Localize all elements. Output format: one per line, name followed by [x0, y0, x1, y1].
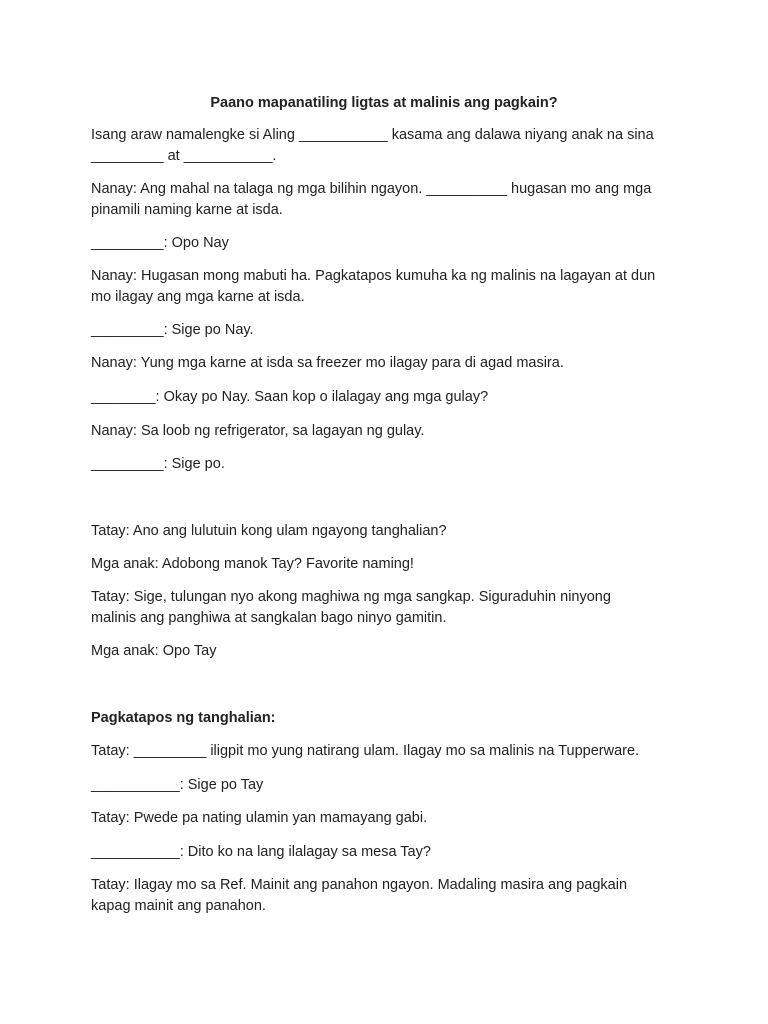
dialogue-line: _________: Sige po Nay. — [91, 322, 254, 338]
dialogue-line: Tatay: Sige, tulungan nyo akong maghiwa ng mga sangkap. Siguraduhin ninyong malinis ang panghiwa at sangkalan bago ninyo gamitin. — [91, 589, 611, 626]
dialogue-line: Mga anak: Adobong manok Tay? Favorite naming! — [91, 556, 414, 572]
document-title: Paano mapanatiling ligtas at malinis ang pagkain? — [210, 95, 558, 111]
dialogue-line: Nanay: Sa loob ng refrigerator, sa lagayan ng gulay. — [91, 423, 425, 439]
dialogue-line: Nanay: Hugasan mong mabuti ha. Pagkatapos kumuha ka ng malinis na lagayan at dun mo ilagay ang mga karne at isda. — [91, 268, 656, 305]
dialogue-line: _________: Opo Nay — [91, 235, 229, 251]
dialogue-line: ________: Okay po Nay. Saan kop o ilalagay ang mga gulay? — [91, 389, 489, 405]
dialogue-line: ___________: Dito ko na lang ilalagay sa mesa Tay? — [91, 844, 431, 860]
dialogue-line: Mga anak: Opo Tay — [91, 643, 217, 659]
dialogue-line: _________: Sige po. — [91, 456, 225, 472]
dialogue-line: Nanay: Yung mga karne at isda sa freezer mo ilagay para di agad masira. — [91, 355, 564, 371]
dialogue-line: ___________: Sige po Tay — [91, 777, 264, 793]
paragraph-intro: Isang araw namalengke si Aling ___________ kasama ang dalawa niyang anak na sina _________ at ___________. — [91, 127, 654, 164]
section-heading: Pagkatapos ng tanghalian: — [91, 710, 276, 726]
dialogue-line: Nanay: Ang mahal na talaga ng mga bilihin ngayon. __________ hugasan mo ang mga pinamili naming karne at isda. — [91, 181, 652, 218]
dialogue-line: Tatay: Pwede pa nating ulamin yan mamayang gabi. — [91, 810, 428, 826]
dialogue-line: Tatay: Ilagay mo sa Ref. Mainit ang panahon ngayon. Madaling masira ang pagkain kapag mainit ang panahon. — [91, 877, 628, 914]
dialogue-line: Tatay: Ano ang lulutuin kong ulam ngayong tanghalian? — [91, 523, 447, 539]
dialogue-line: Tatay: _________ iligpit mo yung natirang ulam. Ilagay mo sa malinis na Tupperware. — [91, 743, 640, 759]
